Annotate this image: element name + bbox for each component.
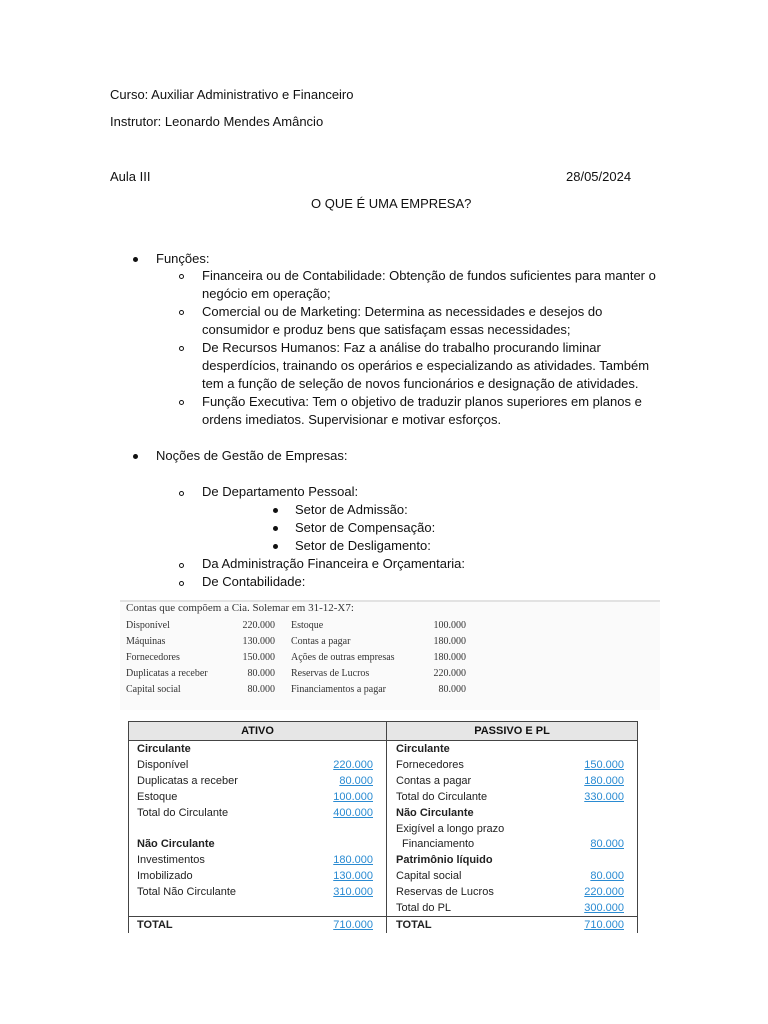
ativo-row-value: 310.000 [333, 886, 373, 898]
ativo-row-label: Total Não Circulante [137, 886, 237, 898]
instructor-line: Instrutor: Leonardo Mendes Amâncio [110, 114, 324, 129]
account-value: 220.000 [242, 620, 275, 631]
account-value: 80.000 [247, 668, 275, 679]
accounts-title: Contas que compõem a Cia. Solemar em 31-12-X7: [126, 602, 354, 614]
ativo-row-label: Estoque [137, 791, 178, 803]
passivo-row-label: Reservas de Lucros [396, 886, 494, 898]
passivo-row-value: 330.000 [584, 791, 624, 803]
account-value: 180.000 [433, 652, 466, 663]
bullet-icon [133, 454, 138, 459]
circle-bullet-icon [179, 400, 184, 405]
bullet-icon [273, 526, 278, 531]
passivo-row-label: Patrimônio líquido [396, 854, 493, 866]
ativo-row-label: Circulante [137, 743, 191, 755]
passivo-row-value: 220.000 [584, 886, 624, 898]
list-item: De Contabilidade: [202, 574, 306, 589]
page-title: O QUE É UMA EMPRESA? [311, 196, 472, 211]
ativo-row-value: 130.000 [333, 870, 373, 882]
circle-bullet-icon [179, 563, 184, 568]
account-name: Disponível [126, 620, 170, 631]
ativo-row-label: Disponível [137, 759, 189, 771]
ativo-row-label: Não Circulante [137, 838, 215, 850]
passivo-row-label: Capital social [396, 870, 462, 882]
ativo-row-value: 100.000 [333, 791, 373, 803]
ativo-row-label: Duplicatas a receber [137, 775, 238, 787]
passivo-row-label: Fornecedores [396, 759, 464, 771]
list-item: Setor de Desligamento: [295, 538, 431, 553]
ativo-row-value: 180.000 [333, 854, 373, 866]
account-name: Capital social [126, 684, 181, 695]
passivo-row-label: Financiamento [402, 838, 475, 850]
ativo-total-label: TOTAL [137, 919, 173, 931]
circle-bullet-icon [179, 581, 184, 586]
account-name: Financiamentos a pagar [291, 684, 386, 695]
account-name: Ações de outras empresas [291, 652, 395, 663]
passivo-row-label: Circulante [396, 743, 450, 755]
bullet-icon [273, 544, 278, 549]
list-item: Da Administração Financeira e Orçamentaria: [202, 556, 466, 571]
list-item: De Departamento Pessoal: [202, 484, 359, 499]
lesson-date: 28/05/2024 [566, 169, 632, 184]
account-name: Reservas de Lucros [291, 668, 370, 679]
passivo-row-value: 180.000 [584, 775, 624, 787]
account-value: 80.000 [438, 684, 466, 695]
passivo-total-label: TOTAL [396, 919, 432, 931]
account-name: Contas a pagar [291, 636, 351, 647]
account-name: Fornecedores [126, 652, 180, 663]
account-value: 150.000 [242, 652, 275, 663]
account-value: 220.000 [433, 668, 466, 679]
circle-bullet-icon [179, 310, 184, 315]
passivo-header: PASSIVO E PL [386, 721, 638, 741]
ativo-row-label: Investimentos [137, 854, 205, 866]
list-item: Financeira ou de Contabilidade: Obtenção de fundos suficientes para manter o negócio em operação; [202, 268, 656, 301]
ativo-row-value: 80.000 [339, 775, 373, 787]
passivo-row-label: Total do Circulante [396, 791, 488, 803]
course-line: Curso: Auxiliar Administrativo e Financeiro [110, 87, 354, 102]
circle-bullet-icon [179, 274, 184, 279]
passivo-row-label: Contas a pagar [396, 775, 472, 787]
passivo-total-value: 710.000 [584, 919, 624, 931]
accounts-figure [120, 600, 660, 710]
functions-heading: Funções: [156, 251, 210, 266]
list-item: Setor de Compensação: [295, 520, 436, 535]
ativo-row-label: Imobilizado [137, 870, 193, 882]
passivo-row-label: Não Circulante [396, 807, 474, 819]
account-value: 130.000 [242, 636, 275, 647]
circle-bullet-icon [179, 346, 184, 351]
ativo-header: ATIVO [128, 721, 387, 741]
passivo-row-value: 80.000 [590, 870, 624, 882]
account-name: Estoque [291, 620, 324, 631]
passivo-row-value: 300.000 [584, 902, 624, 914]
account-value: 180.000 [433, 636, 466, 647]
passivo-row-label: Exigível a longo prazo [396, 823, 505, 835]
ativo-row-value: 220.000 [333, 759, 373, 771]
passivo-row-value: 150.000 [584, 759, 624, 771]
account-value: 80.000 [247, 684, 275, 695]
ativo-row-value: 400.000 [333, 807, 373, 819]
balance-sheet [128, 721, 638, 933]
account-name: Duplicatas a receber [126, 668, 208, 679]
list-item: Comercial ou de Marketing: Determina as necessidades e desejos do consumidor e produz bens que satisfaçam essas necessidades; [202, 304, 603, 337]
account-name: Máquinas [126, 636, 166, 647]
bullet-icon [133, 257, 138, 262]
account-value: 100.000 [433, 620, 466, 631]
list-item: De Recursos Humanos: Faz a análise do trabalho procurando liminar desperdícios, trainando os operários e especializando as atividades. Também tem a função de seleção de novos funcionários e designação de atividades. [202, 340, 650, 391]
list-item: Função Executiva: Tem o objetivo de traduzir planos superiores em planos e ordens imediatos. Supervisionar e motivar esforços. [202, 394, 642, 427]
management-heading: Noções de Gestão de Empresas: [156, 448, 348, 463]
lesson-label: Aula III [110, 169, 151, 184]
circle-bullet-icon [179, 491, 184, 496]
bullet-icon [273, 508, 278, 513]
passivo-row-value: 80.000 [590, 838, 624, 850]
ativo-total-value: 710.000 [333, 919, 373, 931]
ativo-row-label: Total do Circulante [137, 807, 229, 819]
list-item: Setor de Admissão: [295, 502, 408, 517]
passivo-row-label: Total do PL [396, 902, 452, 914]
